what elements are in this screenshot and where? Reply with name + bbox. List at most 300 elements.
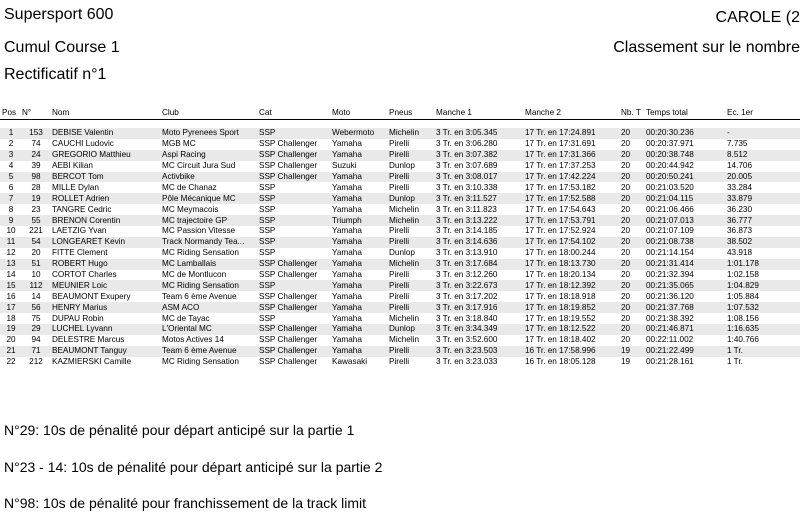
table-header-row xyxy=(0,106,800,120)
race-1-cell: 3 Tr. en 3:13.222 xyxy=(434,215,523,226)
laps-cell: 20 xyxy=(619,150,644,161)
column-header: Pneus xyxy=(387,106,434,120)
club-cell: MC de Chanaz xyxy=(162,182,217,192)
laps-cell: 20 xyxy=(619,280,644,291)
laps-cell: 20 xyxy=(621,248,631,258)
laps-cell: 20 xyxy=(619,237,644,248)
laps-cell: 19 xyxy=(621,357,631,367)
tyres-cell: Pirelli xyxy=(389,357,410,367)
table-row xyxy=(0,237,800,248)
tyres-cell: Dunlop xyxy=(387,193,434,204)
category-cell: SSP xyxy=(257,128,330,139)
motorcycle-cell: Yamaha xyxy=(330,346,387,357)
gap-to-leader-cell: 1:16.635 xyxy=(725,324,800,335)
total-time-cell: 00:20:50.241 xyxy=(644,172,725,183)
laps-cell: 20 xyxy=(619,193,644,204)
tyres-cell: Pirelli xyxy=(387,302,434,313)
club-cell: Motos Actives 14 xyxy=(162,335,224,345)
category-cell: SSP Challenger xyxy=(257,302,330,313)
motorcycle-cell: Yamaha xyxy=(332,248,362,258)
category-cell: SSP Challenger xyxy=(257,346,330,357)
tyres-cell: Michelin xyxy=(389,204,420,214)
race-1-cell: 3 Tr. en 3:14.636 xyxy=(434,237,523,248)
club-cell: MC Riding Sensation xyxy=(162,357,239,367)
motorcycle-cell: Yamaha xyxy=(332,335,362,345)
laps-cell: 20 xyxy=(619,302,644,313)
race-1-cell: 3 Tr. en 3:11.823 xyxy=(436,204,497,214)
bib-number-cell: 221 xyxy=(29,226,43,236)
motorcycle-cell: Yamaha xyxy=(330,193,387,204)
total-time-cell: 00:21:28.161 xyxy=(646,357,694,367)
category-cell: SSP xyxy=(259,204,276,214)
position-cell: 12 xyxy=(6,248,16,258)
race-1-cell: 3 Tr. en 3:23.503 xyxy=(434,346,523,357)
table-row xyxy=(0,324,800,335)
category-cell: SSP xyxy=(257,215,330,226)
bib-number-cell: 19 xyxy=(20,193,50,204)
table-row xyxy=(0,270,800,281)
motorcycle-cell: Yamaha xyxy=(332,204,362,214)
total-time-cell: 00:21:22.499 xyxy=(644,346,725,357)
table-row xyxy=(0,182,800,193)
tyres-cell: Dunlop xyxy=(389,248,415,258)
race-2-cell: 17 Tr. en 17:31.691 xyxy=(525,139,596,149)
rider-name-cell: MEUNIER Loic xyxy=(50,280,160,291)
motorcycle-cell: Yamaha xyxy=(330,280,387,291)
gap-to-leader-cell: - xyxy=(725,128,800,139)
bib-number-cell: 71 xyxy=(20,346,50,357)
tyres-cell: Pirelli xyxy=(389,291,410,301)
gap-to-leader-cell: 1 Tr. xyxy=(727,357,743,367)
laps-cell: 20 xyxy=(619,259,644,270)
rider-name-cell: MILLE Dylan xyxy=(52,182,99,192)
position-cell: 13 xyxy=(0,259,20,270)
total-time-cell: 00:21:36.120 xyxy=(646,291,694,301)
total-time-cell: 00:21:38.392 xyxy=(646,313,694,323)
gap-to-leader-cell: 1:02.158 xyxy=(727,270,759,280)
position-cell: 5 xyxy=(0,172,20,183)
rider-name-cell: DELESTRE Marcus xyxy=(52,335,125,345)
race-1-cell: 3 Tr. en 3:11.527 xyxy=(434,193,523,204)
bib-number-cell: 56 xyxy=(20,302,50,313)
category-cell: SSP Challenger xyxy=(257,172,330,183)
motorcycle-cell: Yamaha xyxy=(330,237,387,248)
race-2-cell: 17 Tr. en 17:24.891 xyxy=(523,128,619,139)
tyres-cell: Michelin xyxy=(387,215,434,226)
bib-number-cell: 39 xyxy=(31,161,41,171)
table-row xyxy=(0,346,800,357)
club-cell: MGB MC xyxy=(162,139,196,149)
club-cell: Pôle Mécanique MC xyxy=(160,193,257,204)
table-row xyxy=(0,248,800,259)
category-cell: SSP Challenger xyxy=(259,291,318,301)
race-2-cell: 17 Tr. en 18:00.244 xyxy=(525,248,596,258)
rider-name-cell: LAETZIG Yvan xyxy=(52,226,107,236)
club-cell: MC Lamballais xyxy=(160,259,257,270)
race-2-cell: 17 Tr. en 17:54.102 xyxy=(523,237,619,248)
bib-number-cell: 29 xyxy=(20,324,50,335)
laps-cell: 20 xyxy=(619,128,644,139)
position-cell: 14 xyxy=(6,270,16,280)
gap-to-leader-cell: 1:05.884 xyxy=(727,291,759,301)
tyres-cell: Dunlop xyxy=(389,161,415,171)
total-time-cell: 00:21:08.738 xyxy=(644,237,725,248)
total-time-cell: 00:21:32.394 xyxy=(646,270,694,280)
rider-name-cell: LUCHEL Lyvann xyxy=(50,324,160,335)
total-time-cell: 00:20:38.748 xyxy=(644,150,725,161)
penalty-note: N°23 - 14: 10s de pénalité pour départ anticipé sur la partie 2 xyxy=(4,459,383,475)
bib-number-cell: 10 xyxy=(31,270,41,280)
bib-number-cell: 112 xyxy=(20,280,50,291)
tyres-cell: Michelin xyxy=(387,259,434,270)
tyres-cell: Pirelli xyxy=(387,172,434,183)
tyres-cell: Pirelli xyxy=(387,346,434,357)
rider-name-cell: BRENON Corentin xyxy=(50,215,160,226)
results-table xyxy=(0,106,800,368)
motorcycle-cell: Yamaha xyxy=(332,139,362,149)
total-time-cell: 00:21:03.520 xyxy=(646,182,694,192)
club-cell: Aspi Racing xyxy=(160,150,257,161)
position-cell: 18 xyxy=(6,313,16,323)
club-cell: MC de Montlucon xyxy=(162,270,227,280)
bib-number-cell: 20 xyxy=(31,248,41,258)
club-cell: MC trajectoire GP xyxy=(160,215,257,226)
tyres-cell: Pirelli xyxy=(387,237,434,248)
tyres-cell: Michelin xyxy=(389,335,420,345)
position-cell: 22 xyxy=(6,357,16,367)
bib-number-cell: 23 xyxy=(31,204,41,214)
category-cell: SSP Challenger xyxy=(259,270,318,280)
club-cell: MC Riding Sensation xyxy=(162,248,239,258)
gap-to-leader-cell: 1:07.532 xyxy=(725,302,800,313)
laps-cell: 19 xyxy=(619,346,644,357)
rider-name-cell: ROLLET Adrien xyxy=(50,193,160,204)
race-2-cell: 17 Tr. en 17:53.791 xyxy=(523,215,619,226)
table-row xyxy=(0,335,800,346)
position-cell: 8 xyxy=(8,204,14,214)
tyres-cell: Michelin xyxy=(387,128,434,139)
race-2-cell: 17 Tr. en 18:13.730 xyxy=(523,259,619,270)
rider-name-cell: TANGRE Cedric xyxy=(52,204,112,214)
motorcycle-cell: Yamaha xyxy=(330,259,387,270)
rider-name-cell: BERCOT Tom xyxy=(50,172,160,183)
rider-name-cell: BEAUMONT Tanguy xyxy=(50,346,160,357)
race-1-cell: 3 Tr. en 3:08.017 xyxy=(434,172,523,183)
motorcycle-cell: Yamaha xyxy=(332,291,362,301)
table-row xyxy=(0,128,800,139)
circuit-title: CAROLE (2 xyxy=(715,9,800,26)
race-2-cell: 17 Tr. en 17:31.366 xyxy=(523,150,619,161)
bib-number-cell: 75 xyxy=(31,313,41,323)
gap-to-leader-cell: 33.879 xyxy=(725,193,800,204)
laps-cell: 20 xyxy=(619,215,644,226)
position-cell: 15 xyxy=(0,280,20,291)
category-cell: SSP xyxy=(259,313,276,323)
column-header: Nom xyxy=(50,106,160,120)
race-2-cell: 17 Tr. en 17:37.253 xyxy=(525,161,596,171)
club-cell: MC Circuit Jura Sud xyxy=(162,161,236,171)
table-row xyxy=(0,357,800,368)
race-1-cell: 3 Tr. en 3:06.280 xyxy=(436,139,498,149)
laps-cell: 20 xyxy=(621,313,631,323)
table-row xyxy=(0,139,800,150)
version-label: Rectificatif n°1 xyxy=(4,66,107,83)
rider-name-cell: LONGEARET Kevin xyxy=(50,237,160,248)
rider-name-cell: KAZMIERSKI Camille xyxy=(52,357,132,367)
race-1-cell: 3 Tr. en 3:22.673 xyxy=(434,280,523,291)
rider-name-cell: CORTOT Charles xyxy=(52,270,117,280)
table-row xyxy=(0,161,800,172)
motorcycle-cell: Yamaha xyxy=(330,150,387,161)
race-1-cell: 3 Tr. en 3:10.338 xyxy=(436,182,498,192)
column-header: Nb. T xyxy=(619,106,644,120)
total-time-cell: 00:21:31.414 xyxy=(644,259,725,270)
position-cell: 20 xyxy=(6,335,16,345)
table-row xyxy=(0,302,800,313)
column-header: Manche 1 xyxy=(434,106,523,120)
laps-cell: 20 xyxy=(619,172,644,183)
race-1-cell: 3 Tr. en 3:14.185 xyxy=(436,226,498,236)
tyres-cell: Michelin xyxy=(389,313,420,323)
laps-cell: 20 xyxy=(621,204,631,214)
total-time-cell: 00:21:14.154 xyxy=(646,248,694,258)
gap-to-leader-cell: 36.777 xyxy=(725,215,800,226)
category-cell: SSP xyxy=(259,248,276,258)
column-header: Pos xyxy=(0,106,20,120)
race-2-cell: 17 Tr. en 18:20.134 xyxy=(525,270,596,280)
column-header: Temps total xyxy=(644,106,725,120)
race-2-cell: 17 Tr. en 18:19.852 xyxy=(523,302,619,313)
laps-cell: 20 xyxy=(621,226,631,236)
category-cell: SSP Challenger xyxy=(259,357,318,367)
ranking-title: Classement sur le nombre xyxy=(613,39,800,56)
race-1-cell: 3 Tr. en 3:17.916 xyxy=(434,302,523,313)
race-1-cell: 3 Tr. en 3:12.260 xyxy=(436,270,498,280)
table-row xyxy=(0,291,800,302)
motorcycle-cell: Suzuki xyxy=(332,161,357,171)
race-2-cell: 16 Tr. en 18:05.128 xyxy=(525,357,596,367)
race-2-cell: 16 Tr. en 17:58.996 xyxy=(523,346,619,357)
penalty-note: N°29: 10s de pénalité pour départ anticipé sur la partie 1 xyxy=(4,422,355,438)
total-time-cell: 00:21:46.871 xyxy=(644,324,725,335)
total-time-cell: 00:21:07.109 xyxy=(646,226,694,236)
motorcycle-cell: Yamaha xyxy=(330,324,387,335)
tyres-cell: Dunlop xyxy=(387,324,434,335)
position-cell: 2 xyxy=(8,139,14,149)
total-time-cell: 00:21:07.013 xyxy=(644,215,725,226)
tyres-cell: Pirelli xyxy=(389,139,410,149)
position-cell: 17 xyxy=(0,302,20,313)
column-header: Moto xyxy=(330,106,387,120)
column-header: Ec. 1er xyxy=(725,106,800,120)
category-cell: SSP Challenger xyxy=(257,324,330,335)
table-row xyxy=(0,259,800,270)
total-time-cell: 00:21:06.466 xyxy=(646,204,694,214)
tyres-cell: Pirelli xyxy=(389,226,410,236)
gap-to-leader-cell: 14.706 xyxy=(727,161,753,171)
position-cell: 9 xyxy=(0,215,20,226)
race-2-cell: 17 Tr. en 17:52.924 xyxy=(525,226,596,236)
position-cell: 1 xyxy=(0,128,20,139)
race-2-cell: 17 Tr. en 17:42.224 xyxy=(523,172,619,183)
table-row xyxy=(0,204,800,215)
bib-number-cell: 55 xyxy=(20,215,50,226)
gap-to-leader-cell: 1:08.156 xyxy=(727,313,759,323)
race-2-cell: 17 Tr. en 18:12.522 xyxy=(523,324,619,335)
motorcycle-cell: Yamaha xyxy=(330,302,387,313)
gap-to-leader-cell: 1:01.178 xyxy=(725,259,800,270)
total-time-cell: 00:20:44.942 xyxy=(646,161,694,171)
gap-to-leader-cell: 20.005 xyxy=(725,172,800,183)
tyres-cell: Pirelli xyxy=(389,182,410,192)
race-2-cell: 17 Tr. en 17:53.182 xyxy=(525,182,596,192)
table-row xyxy=(0,313,800,324)
club-cell: MC Meymacois xyxy=(162,204,219,214)
table-row xyxy=(0,280,800,291)
motorcycle-cell: Yamaha xyxy=(332,182,362,192)
race-1-cell: 3 Tr. en 3:05.345 xyxy=(434,128,523,139)
table-row xyxy=(0,150,800,161)
tyres-cell: Pirelli xyxy=(387,150,434,161)
table-row xyxy=(0,193,800,204)
motorcycle-cell: Kawasaki xyxy=(332,357,368,367)
club-cell: Team 6 ème Avenue xyxy=(162,291,237,301)
race-2-cell: 17 Tr. en 18:18.402 xyxy=(525,335,596,345)
position-cell: 4 xyxy=(8,161,14,171)
gap-to-leader-cell: 43.918 xyxy=(727,248,753,258)
position-cell: 10 xyxy=(6,226,16,236)
category-cell: SSP Challenger xyxy=(259,335,318,345)
club-cell: Moto Pyrenees Sport xyxy=(160,128,257,139)
rider-name-cell: ROBERT Hugo xyxy=(50,259,160,270)
motorcycle-cell: Yamaha xyxy=(330,172,387,183)
race-2-cell: 17 Tr. en 17:52.588 xyxy=(523,193,619,204)
position-cell: 7 xyxy=(0,193,20,204)
category-cell: SSP Challenger xyxy=(257,259,330,270)
category-cell: SSP xyxy=(259,226,276,236)
bib-number-cell: 153 xyxy=(20,128,50,139)
rider-name-cell: BEAUMONT Exupery xyxy=(52,291,131,301)
race-2-cell: 17 Tr. en 18:19.552 xyxy=(525,313,596,323)
race-1-cell: 3 Tr. en 3:23.033 xyxy=(436,357,498,367)
motorcycle-cell: Yamaha xyxy=(332,270,362,280)
category-cell: SSP xyxy=(257,237,330,248)
laps-cell: 20 xyxy=(621,270,631,280)
bib-number-cell: 98 xyxy=(20,172,50,183)
table-row xyxy=(0,226,800,237)
rider-name-cell: DEBISE Valentin xyxy=(50,128,160,139)
total-time-cell: 00:22:11.002 xyxy=(646,335,694,345)
position-cell: 6 xyxy=(8,182,14,192)
category-title: Supersport 600 xyxy=(4,6,114,23)
rider-name-cell: GREGORIO Matthieu xyxy=(50,150,160,161)
table-row xyxy=(0,172,800,183)
bib-number-cell: 14 xyxy=(31,291,41,301)
club-cell: L'Oriental MC xyxy=(160,324,257,335)
category-cell: SSP xyxy=(257,193,330,204)
club-cell: Activbike xyxy=(160,172,257,183)
gap-to-leader-cell: 1:40.766 xyxy=(727,335,759,345)
bib-number-cell: 24 xyxy=(20,150,50,161)
penalty-note: N°98: 10s de pénalité pour franchissement de la track limit xyxy=(4,495,367,511)
position-cell: 16 xyxy=(6,291,16,301)
club-cell: MC Passion Vitesse xyxy=(162,226,236,236)
total-time-cell: 00:21:37.768 xyxy=(644,302,725,313)
race-1-cell: 3 Tr. en 3:13.910 xyxy=(436,248,498,258)
bib-number-cell: 94 xyxy=(31,335,41,345)
gap-to-leader-cell: 36.873 xyxy=(727,226,753,236)
race-1-cell: 3 Tr. en 3:07.382 xyxy=(434,150,523,161)
total-time-cell: 00:20:37.971 xyxy=(646,139,694,149)
tyres-cell: Pirelli xyxy=(387,280,434,291)
motorcycle-cell: Yamaha xyxy=(332,226,362,236)
club-cell: Team 6 ème Avenue xyxy=(160,346,257,357)
total-time-cell: 00:20:30.236 xyxy=(644,128,725,139)
rider-name-cell: AEBI Kilian xyxy=(52,161,93,171)
tyres-cell: Pirelli xyxy=(389,270,410,280)
total-time-cell: 00:21:04.115 xyxy=(644,193,725,204)
column-header: Cat xyxy=(257,106,330,120)
position-cell: 3 xyxy=(0,150,20,161)
total-time-cell: 00:21:35.065 xyxy=(644,280,725,291)
race-1-cell: 3 Tr. en 3:18.840 xyxy=(436,313,498,323)
category-cell: SSP Challenger xyxy=(257,150,330,161)
rider-name-cell: HENRY Marius xyxy=(50,302,160,313)
gap-to-leader-cell: 33.284 xyxy=(727,182,753,192)
club-cell: ASM ACO xyxy=(160,302,257,313)
laps-cell: 20 xyxy=(621,335,631,345)
column-header: Club xyxy=(160,106,257,120)
rider-name-cell: CAUCHI Ludovic xyxy=(52,139,114,149)
rider-name-cell: DUPAU Robin xyxy=(52,313,104,323)
bib-number-cell: 212 xyxy=(29,357,43,367)
motorcycle-cell: Triumph xyxy=(330,215,387,226)
category-cell: SSP Challenger xyxy=(259,139,318,149)
race-2-cell: 17 Tr. en 17:54.643 xyxy=(525,204,596,214)
laps-cell: 20 xyxy=(619,324,644,335)
position-cell: 21 xyxy=(0,346,20,357)
race-1-cell: 3 Tr. en 3:52.600 xyxy=(436,335,498,345)
event-title: Cumul Course 1 xyxy=(4,39,120,56)
race-1-cell: 3 Tr. en 3:17.684 xyxy=(434,259,523,270)
laps-cell: 20 xyxy=(621,182,631,192)
laps-cell: 20 xyxy=(621,161,631,171)
gap-to-leader-cell: 38.502 xyxy=(725,237,800,248)
position-cell: 19 xyxy=(0,324,20,335)
gap-to-leader-cell: 7.735 xyxy=(727,139,748,149)
gap-to-leader-cell: 8.512 xyxy=(725,150,800,161)
category-cell: SSP Challenger xyxy=(259,161,318,171)
table-row xyxy=(0,215,800,226)
category-cell: SSP xyxy=(259,182,276,192)
column-header: Manche 2 xyxy=(523,106,619,120)
bib-number-cell: 74 xyxy=(31,139,41,149)
club-cell: MC Riding Sensation xyxy=(160,280,257,291)
gap-to-leader-cell: 1 Tr. xyxy=(725,346,800,357)
club-cell: Track Normandy Tea... xyxy=(160,237,257,248)
bib-number-cell: 51 xyxy=(20,259,50,270)
laps-cell: 20 xyxy=(621,291,631,301)
race-2-cell: 17 Tr. en 18:18.918 xyxy=(525,291,596,301)
bib-number-cell: 28 xyxy=(31,182,41,192)
gap-to-leader-cell: 1:04.829 xyxy=(725,280,800,291)
race-1-cell: 3 Tr. en 3:17.202 xyxy=(436,291,498,301)
motorcycle-cell: Yamaha xyxy=(332,313,362,323)
bib-number-cell: 54 xyxy=(20,237,50,248)
category-cell: SSP xyxy=(257,280,330,291)
column-header: N° xyxy=(20,106,50,120)
race-1-cell: 3 Tr. en 3:34.349 xyxy=(434,324,523,335)
